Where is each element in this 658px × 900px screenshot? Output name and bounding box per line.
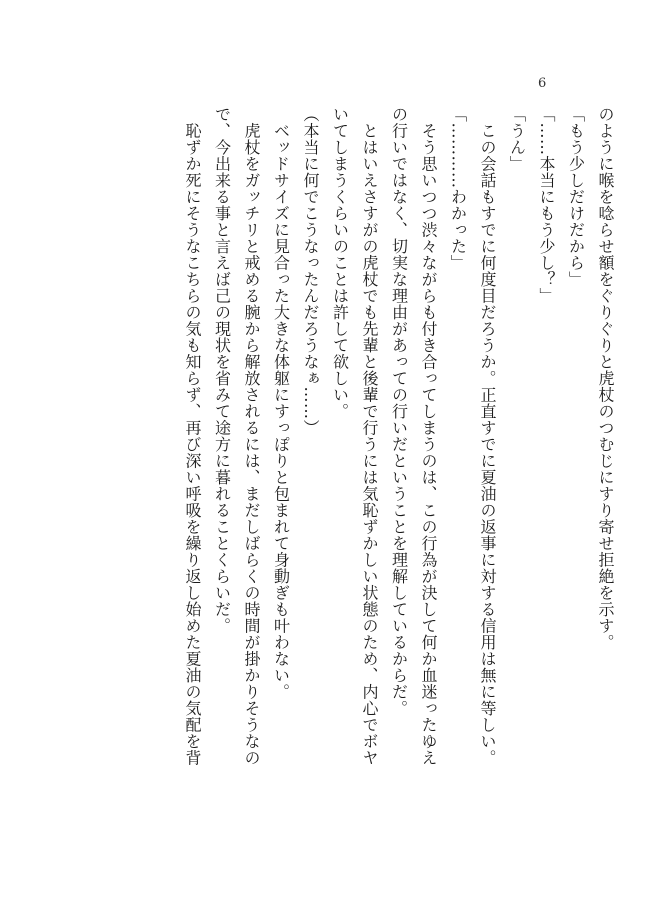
text-line: のように喉を唸らせ額をぐりぐりと虎杖のつむじにすり寄せ拒絶を示す。 — [596, 106, 615, 651]
text-line: 「もう少しだけだから」 — [566, 106, 586, 288]
text-line: そう思いつつ渋々ながらも付き合ってしまうのは、この行為が決して何か血迷ったゆえ — [419, 106, 438, 766]
text-line: 「うん」 — [507, 106, 527, 172]
text-line: 虎杖をガッチリと戒める腕から解放されるには、まだしばらくの時間が掛かりそうなの — [242, 106, 261, 766]
text-line: 恥ずか死にそうなこちらの気も知らず、再び深い呼吸を繰り返し始めた夏油の気配を背 — [183, 106, 202, 766]
text-line: ベッドサイズに見合った大きな体躯にすっぽりと包まれて身動ぎも叶わない。 — [271, 106, 291, 700]
vertical-text-block — [178, 106, 621, 796]
text-line: とはいえさすがの虎杖でも先輩と後輩で行うには気恥ずかしい状態のため、内心でボヤ — [360, 106, 379, 766]
text-line: （本当に何でこうなったんだろうなぁ……） — [301, 106, 320, 436]
text-line: いてしまうくらいのことは許して欲しい。 — [330, 106, 350, 420]
text-line: の行いではなく、切実な理由があっての行いだということを理解しているからだ。 — [389, 106, 409, 717]
text-line: 「…………わかった」 — [448, 106, 468, 271]
page-number: 6 — [538, 76, 547, 91]
text-line: で、今出来る事と言えば己の現状を省みて途方に暮れることくらいだ。 — [212, 106, 232, 634]
text-line: この会話もすでに何度目だろうか。正直すでに夏油の返事に対する信用は無に等しい。 — [478, 106, 497, 766]
text-line: 「……本当にもう少し？」 — [537, 106, 556, 304]
